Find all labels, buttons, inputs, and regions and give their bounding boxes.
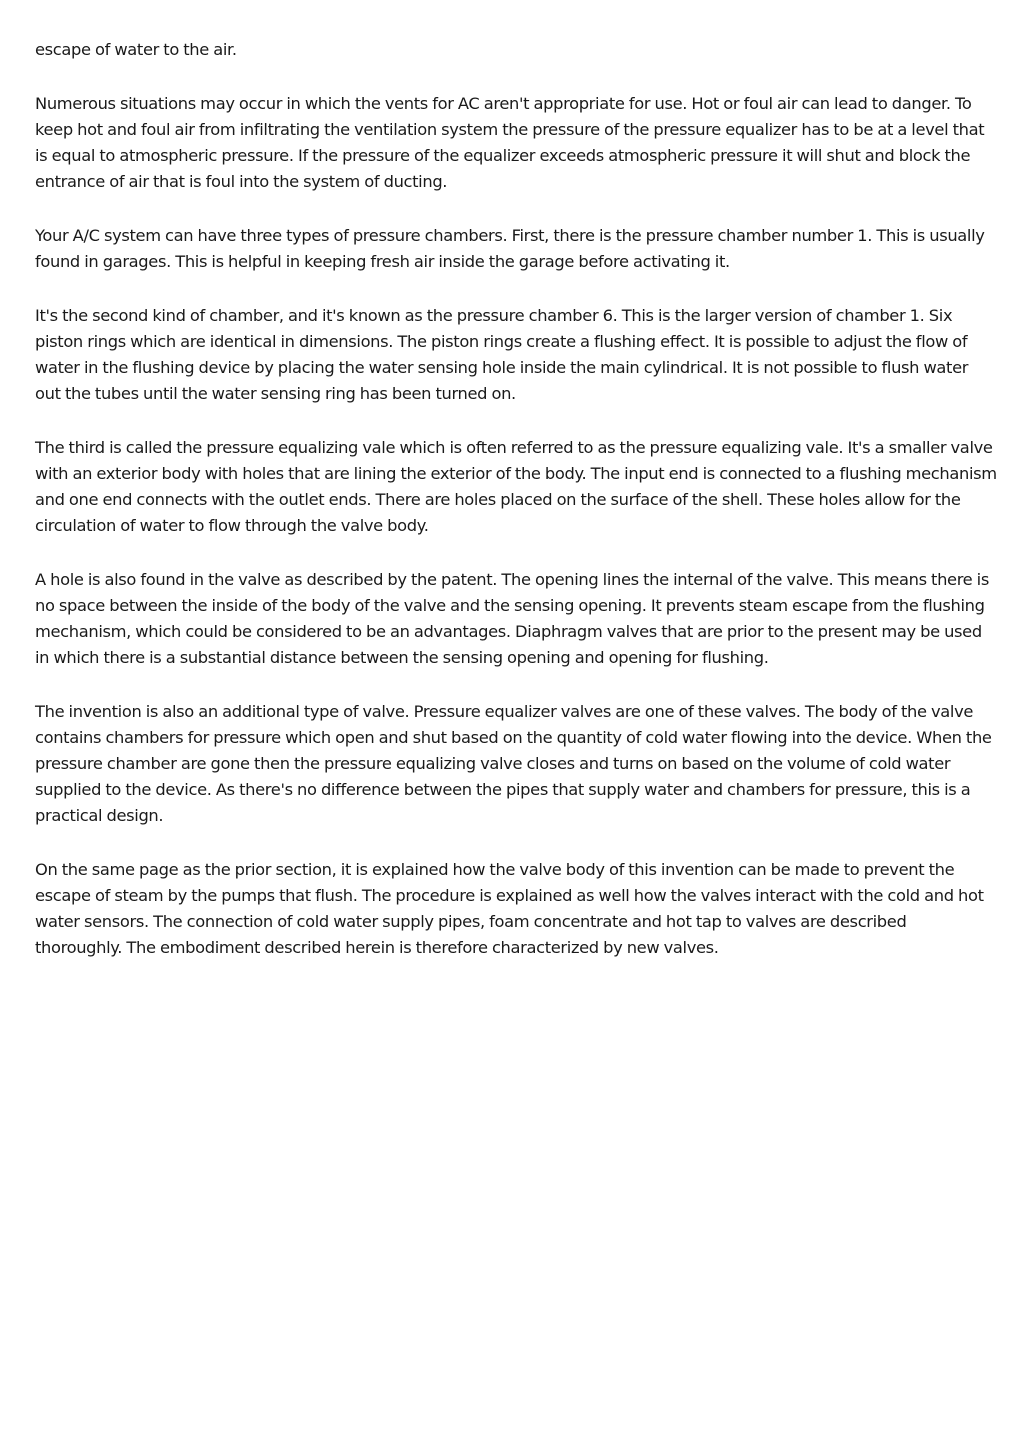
paragraph: A hole is also found in the valve as described by the patent. The opening lines the internal of the valve. This means there is no space between the inside of the body of the valve and the sensing opening. It prevents steam escape from the flushing mechanism, which could be considered to be an advantages. Diaphragm valves that are prior to the present may be used in which there is a substantial distance between the sensing opening and opening for flushing. bbox=[35, 570, 989, 667]
paragraph: It's the second kind of chamber, and it's known as the pressure chamber 6. This is the larger version of chamber 1. Six piston rings which are identical in dimensions. The piston rings create a flushing effect. It is possible to adjust the flow of water in the flushing device by placing the water sensing hole inside the main cylindrical. It is not possible to flush water out the tubes until the water sensing ring has been turned on. bbox=[35, 306, 969, 403]
document-page bbox=[35, 37, 997, 989]
paragraph: escape of water to the air. bbox=[35, 40, 237, 59]
paragraph: The invention is also an additional type of valve. Pressure equalizer valves are one of these valves. The body of the valve contains chambers for pressure which open and shut based on the quantity of cold water flowing into the device. When the pressure chamber are gone then the pressure equalizing valve closes and turns on based on the volume of cold water supplied to the device. As there's no difference between the pipes that supply water and chambers for pressure, this is a practical design. bbox=[35, 702, 992, 825]
paragraph: Numerous situations may occur in which the vents for AC aren't appropriate for use. Hot or foul air can lead to danger. To keep hot and foul air from infiltrating the ventilation system the pressure of the pressure equalizer has to be at a level that is equal to atmospheric pressure. If the pressure of the equalizer exceeds atmospheric pressure it will shut and block the entrance of air that is foul into the system of ducting. bbox=[35, 94, 985, 191]
paragraph: Your A/C system can have three types of pressure chambers. First, there is the pressure chamber number 1. This is usually found in garages. This is helpful in keeping fresh air inside the garage before activating it. bbox=[35, 226, 985, 271]
paragraph: On the same page as the prior section, it is explained how the valve body of this invention can be made to prevent the escape of steam by the pumps that flush. The procedure is explained as well how the valves interact with the cold and hot water sensors. The connection of cold water supply pipes, foam concentrate and hot tap to valves are described thoroughly. The embodiment described herein is therefore characterized by new valves. bbox=[35, 860, 984, 957]
paragraph: The third is called the pressure equalizing vale which is often referred to as the pressure equalizing vale. It's a smaller valve with an exterior body with holes that are lining the exterior of the body. The input end is connected to a flushing mechanism and one end connects with the outlet ends. There are holes placed on the surface of the shell. These holes allow for the circulation of water to flow through the valve body. bbox=[35, 438, 997, 535]
